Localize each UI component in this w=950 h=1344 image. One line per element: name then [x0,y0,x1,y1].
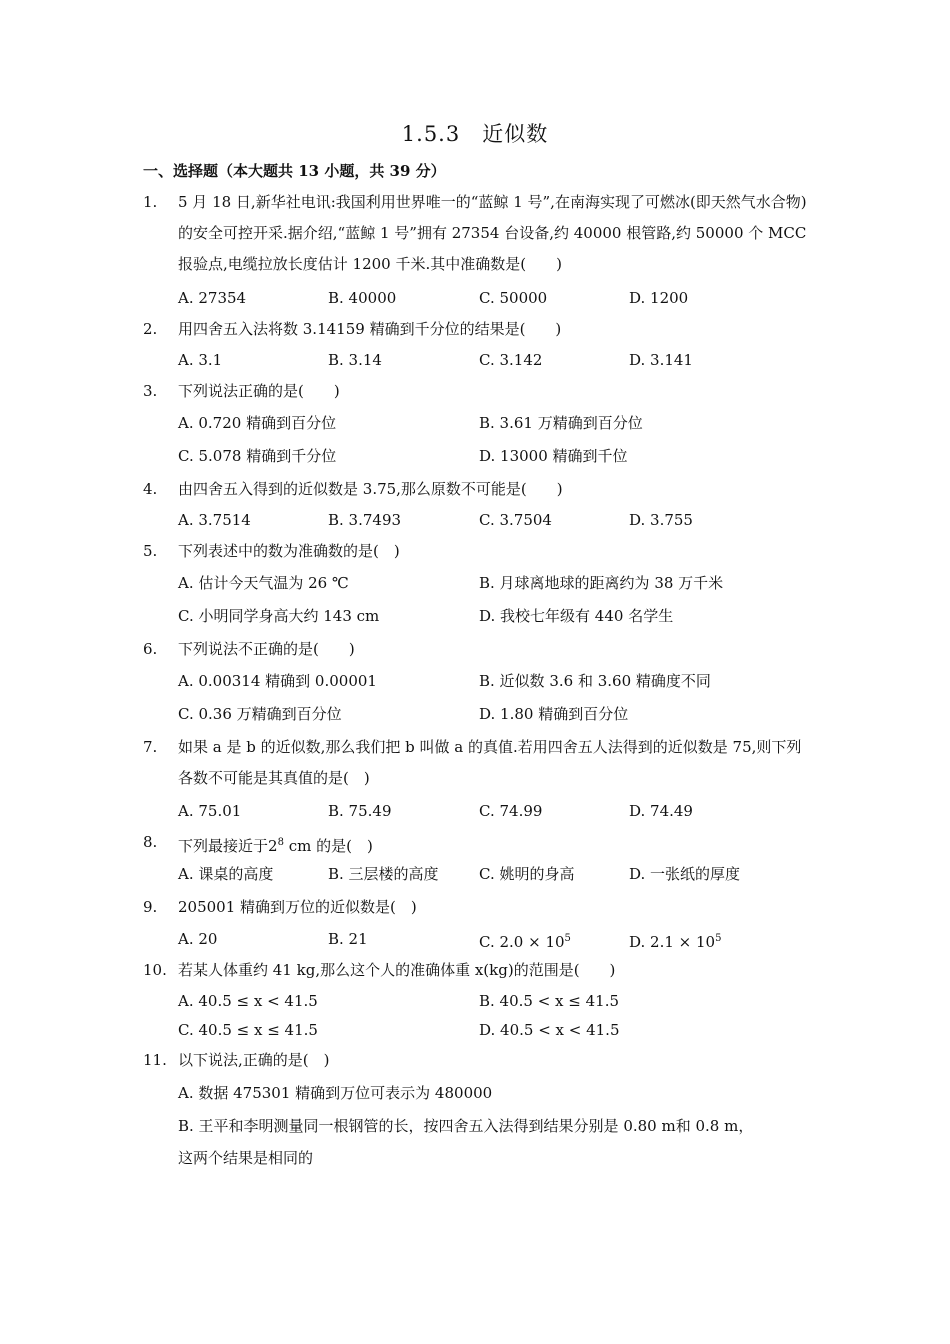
option-b[interactable]: B. 21 [328,930,368,948]
options-row [178,441,808,471]
question-stem: 由四舍五入得到的近似数是 3.75,那么原数不可能是( ) [178,480,563,498]
option-b[interactable]: B. 3.7493 [328,511,402,529]
question-8 [143,827,808,862]
option-c[interactable]: C. 3.7504 [479,511,552,529]
question-stem: 若某人体重约 41 kg,那么这个人的准确体重 x(kg)的范围是( ) [178,961,616,979]
question-number: 8. [143,833,158,851]
question-6 [143,634,808,665]
options-row [178,859,808,889]
option-c[interactable]: C. 40.5 ≤ x ≤ 41.5 [178,1021,318,1039]
question-stem: 用四舍五入法将数 3.14159 精确到千分位的结果是( ) [178,320,562,338]
option-a[interactable]: A. 课桌的高度 [178,865,274,883]
question-stem: 205001 精确到万位的近似数是( ) [178,898,417,916]
option-b[interactable]: B. 75.49 [328,802,392,820]
options-row [178,1015,808,1045]
question-number: 6. [143,640,158,658]
option-d[interactable]: D. $2.1 \times 10^5$ [629,933,722,951]
question-number: 1. [143,193,158,211]
option-b[interactable]: B. 3.61 万精确到百分位 [479,414,643,432]
option-a[interactable]: A. 27354 [178,289,247,307]
question-1 [143,187,808,280]
options-row [178,699,808,729]
question-9 [143,892,808,923]
options-row [178,924,808,954]
question-stem: 5 月 18 日,新华社电讯:我国利用世界唯一的“蓝鲸 1 号”,在南海实现了可燃冰(即天然气水合物)的安全可控开采.据介绍,“蓝鲸 1 号”拥有 27354 台设备,约 40000 根管路,约 50000 个 MCC 报验点,电缆拉放长度估计 1200 千米.其中准确数是( ) [178,193,807,273]
option-c[interactable]: C. 50000 [479,289,548,307]
options-row [178,796,808,826]
question-stem: 如果 a 是 b 的近似数,那么我们把 b 叫做 a 的真值.若用四舍五人法得到的近似数是 75,则下列各数不可能是其真值的是( ) [178,738,802,787]
option-b[interactable]: B. 近似数 3.6 和 3.60 精确度不同 [479,672,711,690]
question-number: 11. [143,1051,167,1069]
option-c[interactable]: C. $2.0 \times 10^5$ [479,933,571,951]
option-a[interactable]: A. 75.01 [178,802,242,820]
question-11 [143,1045,808,1076]
option-a[interactable]: A. 0.00314 精确到 0.00001 [178,672,377,690]
option-a[interactable]: A. 40.5 ≤ x < 41.5 [178,992,318,1010]
question-5 [143,536,808,567]
question-10 [143,955,808,986]
question-stem: 以下说法,正确的是( ) [178,1051,330,1069]
option-c[interactable]: C. 3.142 [479,351,543,369]
option-b[interactable]: B. 月球离地球的距离约为 38 万千米 [479,574,724,592]
option-d[interactable]: D. 1200 [629,289,689,307]
question-4 [143,474,808,505]
option-b[interactable]: B. 40.5 < x ≤ 41.5 [479,992,620,1010]
question-stem: 下列说法不正确的是( ) [178,640,355,658]
option-d[interactable]: D. 13000 精确到千位 [479,447,628,465]
question-stem: 下列最接近于$2^8$ cm 的是( ) [178,837,373,855]
option-d[interactable]: D. 1.80 精确到百分位 [479,705,629,723]
question-number: 9. [143,898,158,916]
option-c[interactable]: C. 5.078 精确到千分位 [178,447,337,465]
option-a[interactable]: A. 数据 475301 精确到万位可表示为 480000 [178,1084,493,1102]
option-b[interactable]: B. 三层楼的高度 [328,865,439,883]
question-number: 5. [143,542,158,560]
option-d[interactable]: D. 40.5 < x < 41.5 [479,1021,620,1039]
option-c[interactable]: C. 小明同学身高大约 143 cm [178,607,380,625]
option-c[interactable]: C. 0.36 万精确到百分位 [178,705,342,723]
option-b-continued: 这两个结果是相同的 [178,1149,314,1167]
question-number: 2. [143,320,158,338]
option-d[interactable]: D. 3.755 [629,511,693,529]
option-a[interactable]: A. 3.7514 [178,511,251,529]
question-number: 7. [143,738,158,756]
option-b[interactable]: B. 王平和李明测量同一根钢管的长，按四舍五入法得到结果分别是 0.80 m和 0.8 m， [178,1117,754,1135]
option-a[interactable]: A. 估计今天气温为 26 ℃ [178,574,349,592]
option-b[interactable]: B. 40000 [328,289,397,307]
option-a[interactable]: A. 0.720 精确到百分位 [178,414,337,432]
question-3 [143,376,808,407]
question-number: 3. [143,382,158,400]
options-row [178,601,808,631]
option-c[interactable]: C. 74.99 [479,802,543,820]
options-row [178,568,808,598]
option-b[interactable]: B. 3.14 [328,351,382,369]
option-a[interactable]: A. 3.1 [178,351,223,369]
option-d[interactable]: D. 74.49 [629,802,693,820]
options-row [178,283,808,313]
page-title: 1.5.3 近似数 [401,122,549,146]
option-a[interactable]: A. 20 [178,930,218,948]
options-row [178,986,808,1016]
options-row [178,505,808,535]
question-7 [143,732,808,794]
option-c[interactable]: C. 姚明的身高 [479,865,575,883]
option-d[interactable]: D. 一张纸的厚度 [629,865,741,883]
options-row [178,408,808,438]
option-d[interactable]: D. 3.141 [629,351,693,369]
question-stem: 下列说法正确的是( ) [178,382,340,400]
question-stem: 下列表述中的数为准确数的是( ) [178,542,400,560]
option-d[interactable]: D. 我校七年级有 440 名学生 [479,607,674,625]
exponent: 8 [277,837,284,848]
section-heading: 一、选择题（本大题共 13 小题，共 39 分） [143,162,446,180]
question-2 [143,314,808,345]
question-number: 10. [143,961,167,979]
options-row [178,666,808,696]
options-row [178,345,808,375]
question-number: 4. [143,480,158,498]
